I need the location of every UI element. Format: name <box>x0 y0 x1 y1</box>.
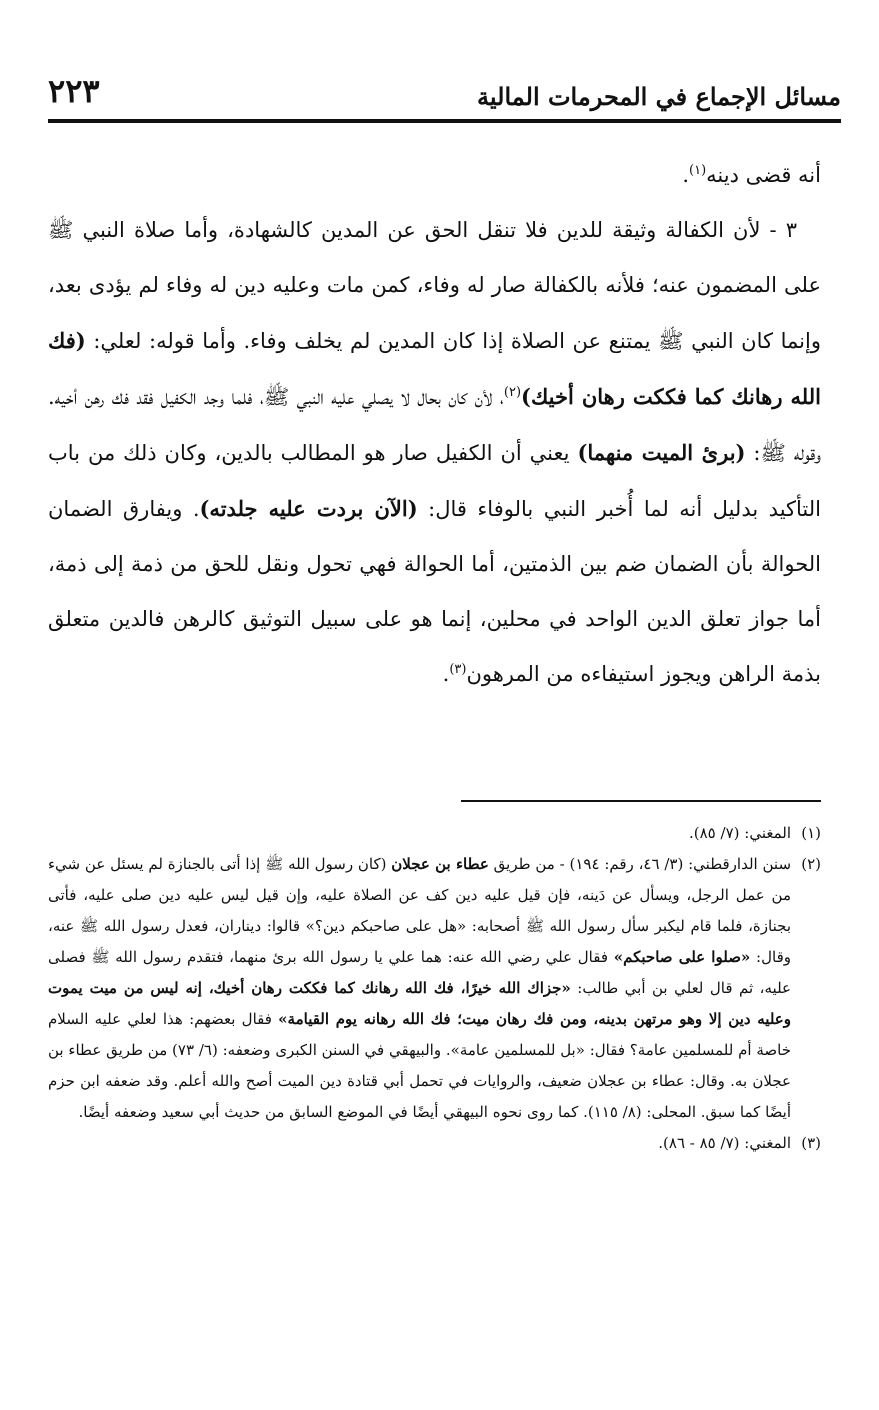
header-rule <box>48 119 841 123</box>
header-title: مسائل الإجماع في المحرمات المالية <box>477 82 841 111</box>
running-header <box>48 68 841 120</box>
footnote-2: (٢) سنن الدارقطني: (٣/ ٤٦، رقم: ١٩٤) - من طريق عطاء بن عجلان (كان رسول الله ﷺ إذا أتى بالجنازة لم يسئل عن شيء من عمل الرجل، ويسأل عن دَينه، فإن قيل عليه دين كف عن الصلاة عليه، وإن قيل ليس عليه دين صلى عليه، فأتى بجنازة، فلما قام ليكبر سأل رسول الله ﷺ أصحابه: «هل على صاحبكم دين؟» قالوا: ديناران، فعدل رسول الله ﷺ عنه، وقال: «صلوا على صاحبكم» فقال علي رضي الله عنه: هما علي يا رسول الله برئ منهما، فتقدم رسول الله ﷺ فصلى عليه، ثم قال لعلي بن أبي طالب: «جزاك الله خيرًا، فك الله رهانك كما فككت رهان أخيك، إنه ليس من ميت يموت وعليه دين إلا وهو مرتهن بدينه، ومن فك رهان ميت؛ فك الله رهانه يوم القيامة» فقال بعضهم: هذا لعلي عليه السلام خاصة أم للمسلمين عامة؟ فقال: «بل للمسلمين عامة». والبيهقي في السنن الكبرى وضعفه: (٦/ ٧٣) من طريق عطاء بن عجلان به. وقال: عطاء بن عجلان ضعيف، والروايات في تحمل أبي قتادة دين الميت أصح والله أعلم. وقد ضعفه ابن حزم أيضًا كما سبق. المحلى: (٨/ ١١٥). كما روى نحوه البيهقي أيضًا في الموضع السابق من حديث أبي سعيد وضعفه أيضًا. <box>48 849 821 1128</box>
footnote-separator <box>461 800 821 802</box>
footnote-number: (٢) <box>801 855 821 873</box>
footnotes <box>48 818 821 1159</box>
main-text <box>48 148 821 702</box>
footnote-ref-3: (٣) <box>449 662 467 677</box>
footnote-3: (٣) المغني: (٧/ ٨٥ - ٨٦). <box>48 1128 821 1159</box>
footnote-number: (٣) <box>801 1134 821 1152</box>
paragraph-1: أنه قضى دينه$^{(١)}$. <box>682 163 821 187</box>
footnote-1: (١) المغني: (٧/ ٨٥). <box>48 818 821 849</box>
footnote-ref-2: (٢) <box>503 385 522 400</box>
paragraph-2: ٣ - لأن الكفالة وثيقة للدين فلا تنقل الحق عن المدين كالشهادة، وأما صلاة النبي ﷺ على المضمون عنه؛ فلأنه بالكفالة صار له وفاء، كمن مات وعليه دين له وفاء لم يؤدى بعد، وإنما كان النبي ﷺ يمتنع عن الصلاة إذا كان المدين لم يخلف وفاء. وأما قوله: لعلي: (فك الله رهانك كما فككت رهان أخيك)$^{(٢)}$، لأن كان بحال لا يصلي عليه النبي ﷺ، فلما وجد الكفيل فقد فك رهن أخيه. وقوله ﷺ: (برئ الميت منهما) يعني أن الكفيل صار هو المطالب بالدين، وكان ذلك من باب التأكيد بدليل أنه لما أُخبر النبي بالوفاء قال: (الآن بردت عليه جلدته). ويفارق الضمان الحوالة بأن الضمان ضم بين الذمتين، أما الحوالة فهي تحول ونقل للحق من ذمة إلى ذمة، أما جواز تعلق الدين الواحد في محلين، إنما هو على سبيل التوثيق كالرهن فالدين متعلق بذمة الراهن ويجوز استيفاءه من المرهون$^{(٣)}$. <box>48 218 822 686</box>
footnote-ref-1: (١) <box>689 163 707 178</box>
footnote-number: (١) <box>801 824 821 842</box>
quote-bari-almayyit: (برئ الميت منهما) <box>577 440 746 465</box>
quote-alan-baradat: (الآن بردت عليه جلدته) <box>199 496 418 521</box>
page-number: ٢٢٣ <box>48 72 100 110</box>
quote-fak-allah: (فك الله رهانك كما فككت رهان أخيك) <box>48 328 821 409</box>
